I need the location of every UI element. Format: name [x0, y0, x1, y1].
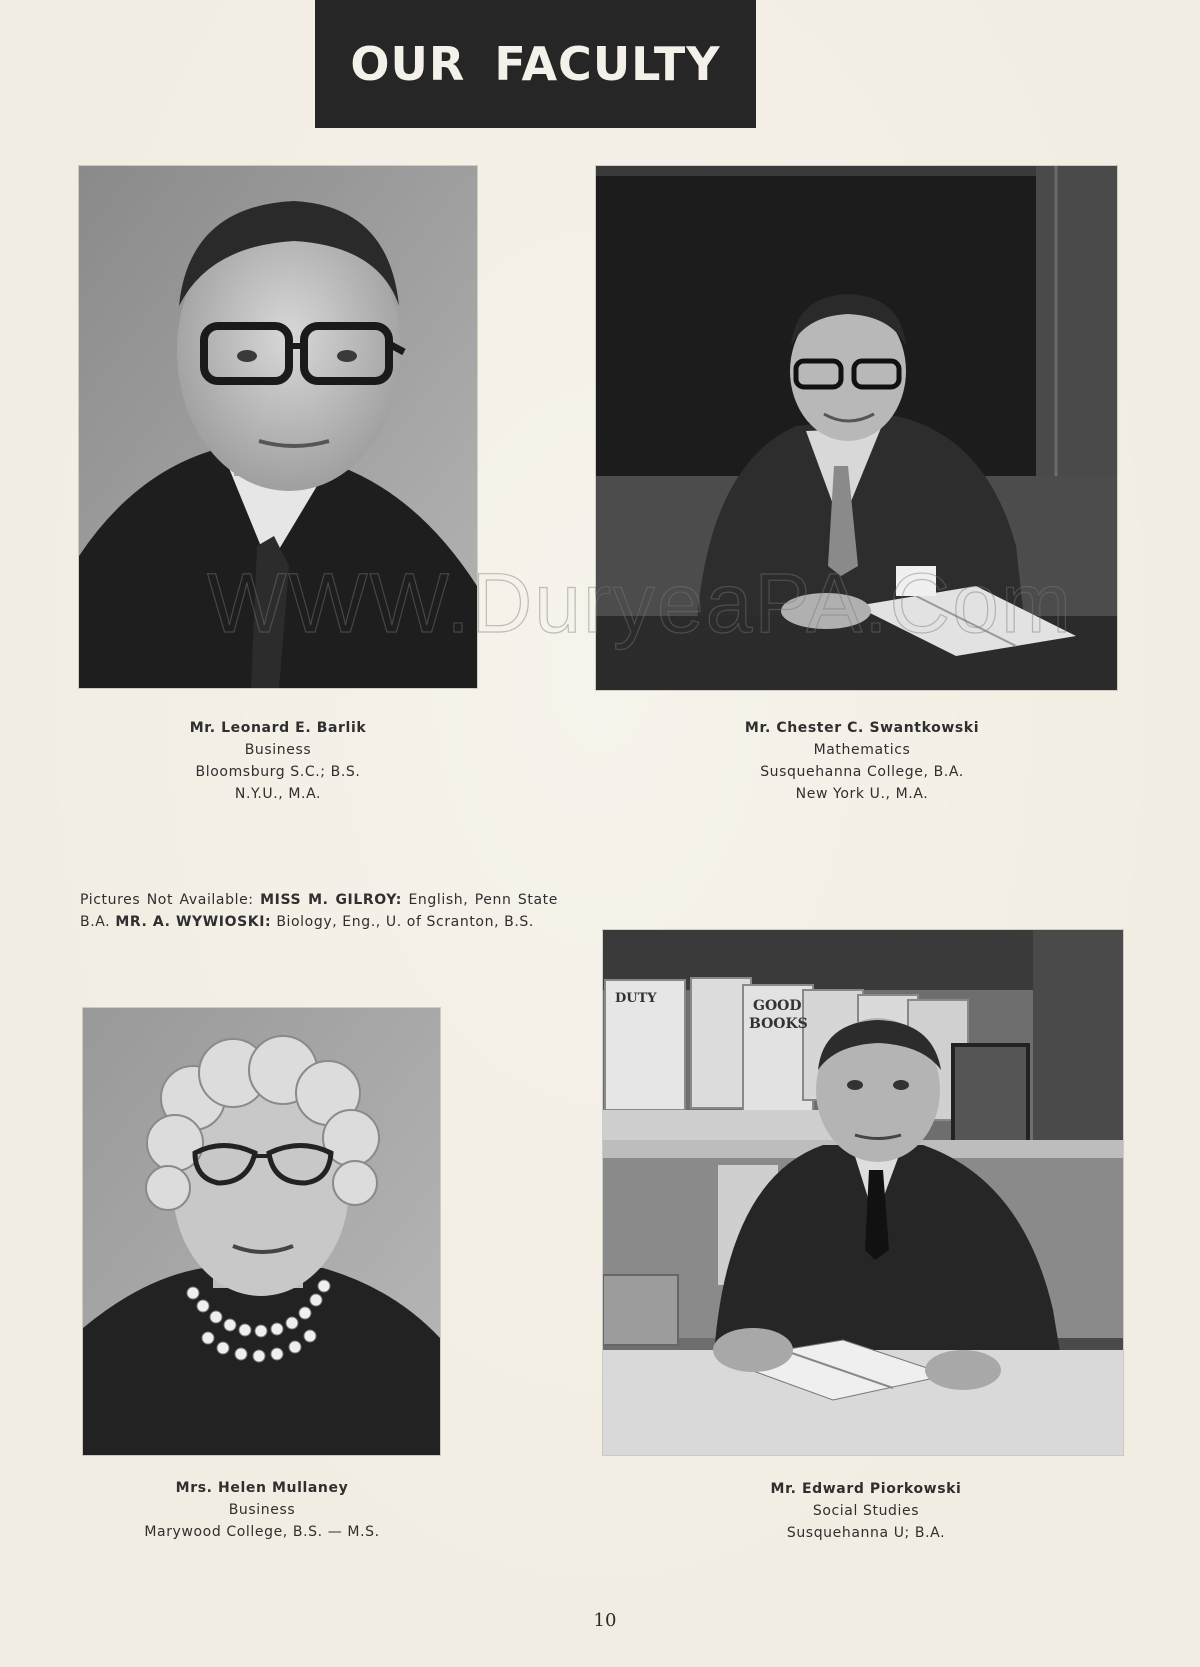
note-person2-details: Biology, Eng., U. of Scranton, B.S. [276, 914, 534, 930]
faculty-name: Mr. Edward Piorkowski [770, 1481, 962, 1497]
faculty-name: Mr. Leonard E. Barlik [189, 720, 367, 736]
title-banner [315, 0, 756, 128]
poster-sign-duty: DUTY [615, 991, 657, 1006]
desk-swantkowski-image [596, 166, 1117, 690]
note-prefix: Pictures Not Available: [80, 892, 254, 908]
faculty-degree: Susquehanna College, B.A. [760, 764, 964, 780]
faculty-degree: N.Y.U., M.A. [234, 786, 322, 802]
faculty-name: Mrs. Helen Mullaney [175, 1480, 349, 1496]
faculty-subject: Business [228, 1502, 296, 1518]
faculty-subject: Business [244, 742, 312, 758]
faculty-degree: Susquehanna U; B.A. [786, 1525, 946, 1541]
photo-swantkowski [596, 166, 1117, 690]
pictures-not-available-note [80, 889, 558, 933]
caption-swantkowski [683, 717, 1041, 805]
faculty-subject: Social Studies [812, 1503, 920, 1519]
poster-sign-good: GOOD [753, 998, 802, 1014]
classroom-piorkowski-image [603, 930, 1123, 1455]
caption-piorkowski [716, 1478, 1016, 1544]
note-person1-details: English, Penn State B.A. [80, 892, 558, 930]
page-number: 10 [593, 1610, 617, 1631]
caption-barlik [119, 717, 437, 805]
poster-sign-books: BOOKS [749, 1016, 808, 1032]
note-person2-name: MR. A. WYWIOSKI: [115, 914, 272, 930]
faculty-name: Mr. Chester C. Swantkowski [744, 720, 980, 736]
photo-piorkowski [603, 930, 1123, 1455]
faculty-degree: New York U., M.A. [795, 786, 929, 802]
portrait-barlik-image [79, 166, 477, 688]
faculty-degree: Marywood College, B.S. — M.S. [144, 1524, 380, 1540]
faculty-degree: Bloomsburg S.C.; B.S. [195, 764, 361, 780]
faculty-subject: Mathematics [813, 742, 911, 758]
photo-barlik [79, 166, 477, 688]
note-person1-name: MISS M. GILROY: [260, 892, 402, 908]
caption-mullaney [112, 1477, 412, 1543]
portrait-mullaney-image [83, 1008, 440, 1455]
page-title: OUR FACULTY [350, 37, 721, 91]
photo-mullaney [83, 1008, 440, 1455]
